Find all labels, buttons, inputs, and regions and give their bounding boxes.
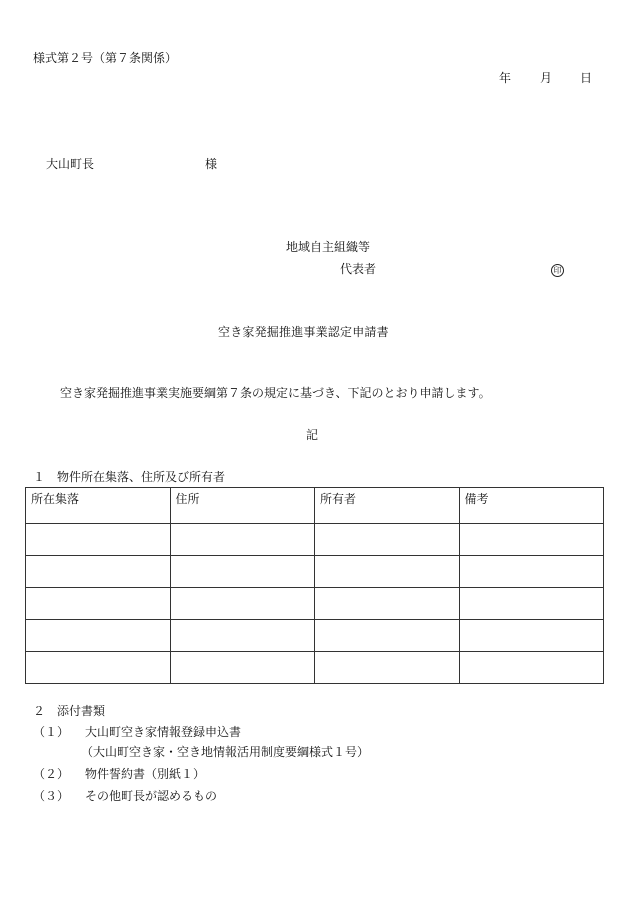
- table-cell[interactable]: [459, 652, 604, 684]
- table-cell[interactable]: [170, 620, 315, 652]
- date-month: 月: [540, 71, 553, 85]
- column-header: 住所: [170, 488, 315, 524]
- attachment-text: その他町長が認めるもの: [85, 789, 218, 803]
- attachment-item-3: [33, 789, 218, 803]
- attachment-item-1: [33, 725, 242, 739]
- table-cell[interactable]: [170, 652, 315, 684]
- table-cell[interactable]: [26, 588, 171, 620]
- table-cell[interactable]: [315, 588, 460, 620]
- attachment-number: （２）: [33, 767, 70, 781]
- attachment-number: （３）: [33, 789, 70, 803]
- table-cell[interactable]: [26, 524, 171, 556]
- table-row: [26, 588, 604, 620]
- representative-label: 代表者: [340, 262, 377, 276]
- ki-label: 記: [306, 428, 319, 442]
- form-number: 様式第２号（第７条関係）: [33, 51, 178, 65]
- table-cell[interactable]: [315, 652, 460, 684]
- date-year: 年: [499, 71, 512, 85]
- attachment-number: （１）: [33, 725, 70, 739]
- document-title: 空き家発掘推進事業認定申請書: [218, 325, 389, 339]
- table-header-row: [26, 488, 604, 524]
- organization-label: 地域自主組織等: [286, 240, 371, 254]
- attachment-text: 大山町空き家情報登録申込書: [85, 725, 242, 739]
- table-cell[interactable]: [170, 556, 315, 588]
- table-cell[interactable]: [315, 620, 460, 652]
- attachment-item-1-note: [81, 745, 369, 759]
- section2-heading: ２ 添付書類: [33, 704, 106, 718]
- column-header: 備考: [459, 488, 604, 524]
- attachment-text: （大山町空き家・空き地情報活用制度要綱様式１号）: [81, 745, 370, 759]
- table-cell[interactable]: [459, 556, 604, 588]
- table-cell[interactable]: [459, 620, 604, 652]
- table-cell[interactable]: [170, 524, 315, 556]
- addressee-name: 大山町長: [46, 157, 95, 171]
- table-cell[interactable]: [26, 620, 171, 652]
- table-cell[interactable]: [459, 524, 604, 556]
- attachment-item-2: [33, 767, 206, 781]
- seal-icon: 印: [551, 264, 564, 277]
- date-day: 日: [580, 71, 593, 85]
- column-header: 所在集落: [26, 488, 171, 524]
- table-row: [26, 652, 604, 684]
- table-cell[interactable]: [459, 588, 604, 620]
- body-text: 空き家発掘推進事業実施要綱第７条の規定に基づき、下記のとおり申請します。: [60, 386, 491, 400]
- property-table: [25, 487, 604, 684]
- attachment-text: 物件誓約書（別紙１）: [85, 767, 206, 781]
- seal-mark: [551, 262, 564, 277]
- section1-heading: １ 物件所在集落、住所及び所有者: [33, 470, 226, 484]
- table-cell[interactable]: [26, 652, 171, 684]
- table-cell[interactable]: [315, 556, 460, 588]
- table-cell[interactable]: [315, 524, 460, 556]
- table-cell[interactable]: [26, 556, 171, 588]
- date-line: [497, 71, 597, 85]
- addressee-honorific: 様: [205, 157, 218, 171]
- table-row: [26, 556, 604, 588]
- column-header: 所有者: [315, 488, 460, 524]
- table-cell[interactable]: [170, 588, 315, 620]
- table-row: [26, 620, 604, 652]
- table-row: [26, 524, 604, 556]
